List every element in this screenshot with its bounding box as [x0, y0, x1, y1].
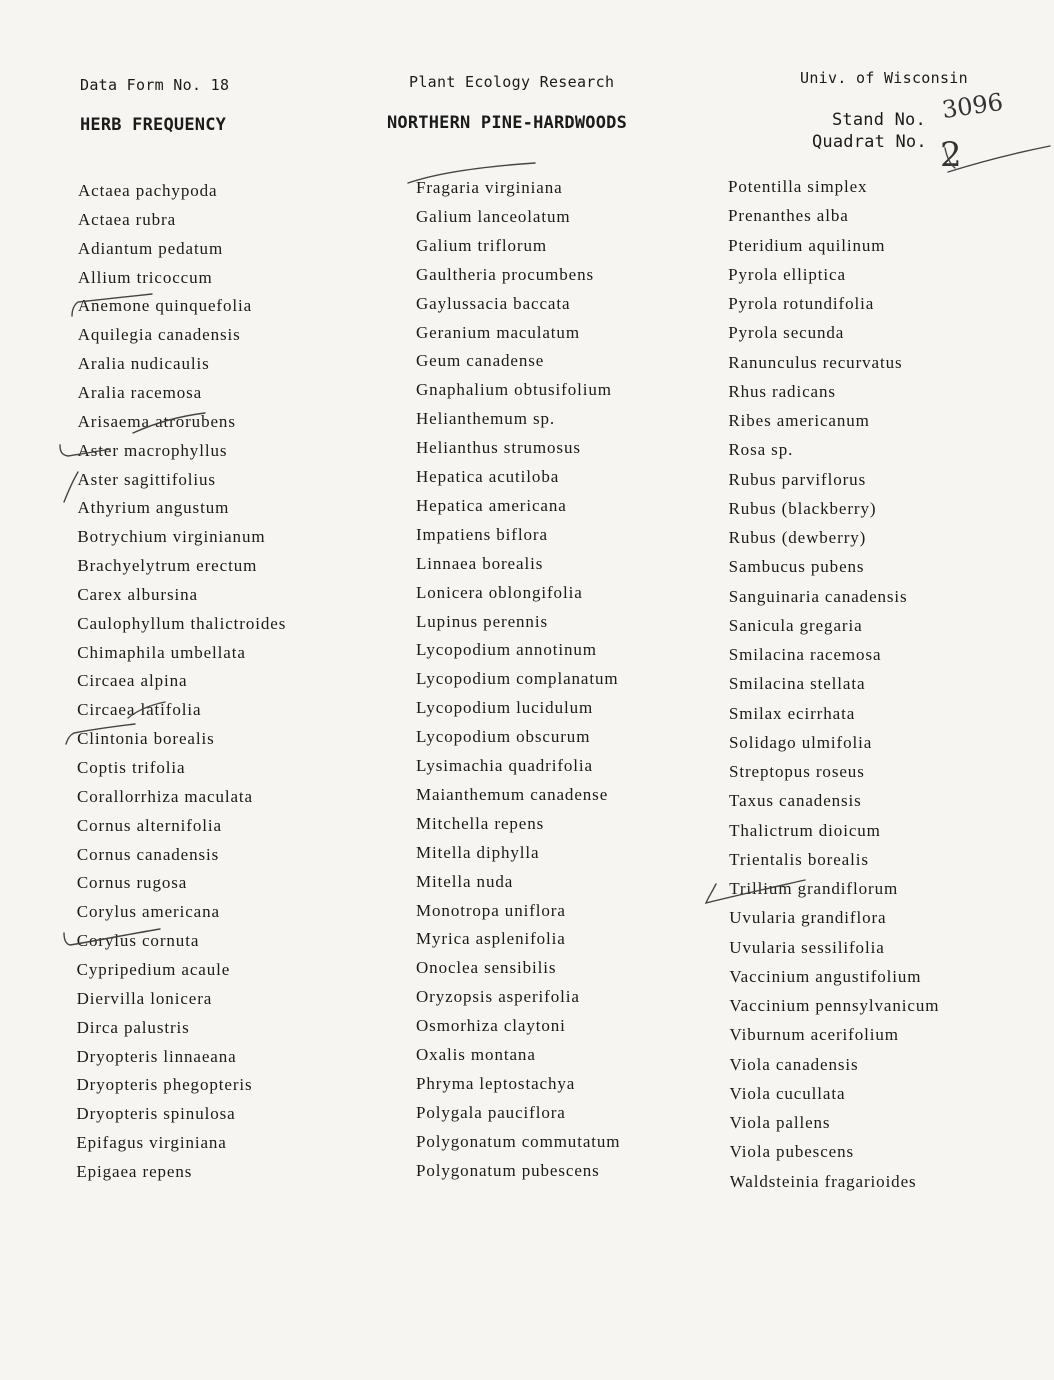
species-item: Rhus radicans: [728, 381, 836, 401]
species-item: Lonicera oblongifolia: [416, 582, 583, 602]
species-item: Uvularia grandiflora: [729, 908, 887, 928]
species-item: Mitella nuda: [416, 871, 514, 891]
species-item: Sambucus pubens: [728, 557, 865, 577]
species-item: Viola pallens: [729, 1113, 831, 1132]
species-item: Impatiens biflora: [416, 524, 548, 544]
species-item: Viola pubescens: [729, 1142, 855, 1162]
species-item: Viola cucullata: [729, 1083, 846, 1103]
species-item: Lysimachia quadrifolia: [416, 756, 594, 775]
species-item: Aster sagittifolius: [77, 469, 216, 489]
species-item: Gnaphalium obtusifolium: [416, 380, 612, 400]
species-item: Epigaea repens: [76, 1161, 193, 1181]
species-item: Monotropa uniflora: [416, 900, 566, 920]
species-item: Viburnum acerifolium: [729, 1025, 899, 1045]
species-item: Chimaphila umbellata: [77, 642, 246, 662]
species-item: Rosa sp.: [728, 440, 794, 460]
species-item: Vaccinium pennsylvanicum: [729, 996, 940, 1015]
species-item: Taxus canadensis: [729, 791, 862, 811]
species-item: Galium triflorum: [416, 235, 548, 255]
species-item: Thalictrum dioicum: [729, 820, 881, 840]
species-item: Waldsteinia fragarioides: [729, 1171, 917, 1191]
species-item: Actaea rubra: [77, 209, 177, 229]
species-item: Polygala pauciflora: [416, 1102, 566, 1122]
quadrat-underline: [948, 146, 1050, 172]
species-item: Aquilegia canadensis: [77, 325, 241, 345]
species-item: Geum canadense: [416, 351, 545, 371]
species-item: Viola canadensis: [729, 1054, 859, 1074]
species-item: Smilacina stellata: [728, 674, 866, 694]
quadrat-number-handwritten: 2: [940, 135, 962, 175]
species-item: Gaultheria procumbens: [416, 264, 594, 284]
species-item: Hepatica acutiloba: [416, 467, 560, 486]
species-item: Potentilla simplex: [728, 177, 868, 196]
species-item: Aralia racemosa: [77, 382, 203, 402]
species-item: Dryopteris linnaeana: [76, 1046, 237, 1066]
species-item: Osmorhiza claytoni: [416, 1016, 566, 1036]
species-item: Helianthus strumosus: [416, 438, 581, 458]
species-item: Athyrium angustum: [77, 498, 230, 518]
species-item: Circaea latifolia: [77, 700, 202, 720]
species-item: Myrica asplenifolia: [416, 929, 566, 949]
species-item: Solidago ulmifolia: [728, 732, 873, 752]
species-item: Dirca palustris: [76, 1017, 190, 1037]
species-item: Helianthemum sp.: [416, 409, 556, 429]
species-item: Mitella diphylla: [416, 842, 540, 862]
species-item: Fragaria virginiana: [416, 178, 563, 197]
species-item: Polygonatum commutatum: [416, 1131, 621, 1151]
species-item: Rubus parviflorus: [728, 469, 867, 489]
species-item: Cypripedium acaule: [76, 959, 231, 979]
species-item: Mitchella repens: [416, 813, 545, 833]
stand-number-label: Stand No.: [832, 110, 926, 130]
species-item: Anemone quinquefolia: [77, 296, 253, 316]
species-item: Onoclea sensibilis: [416, 958, 557, 978]
species-item: Galium lanceolatum: [416, 206, 571, 226]
species-item: Trillium grandiflorum: [729, 879, 899, 898]
community-title: NORTHERN PINE-HARDWOODS: [387, 113, 628, 133]
species-item: Polygonatum pubescens: [416, 1160, 600, 1180]
species-item: Ribes americanum: [728, 411, 870, 430]
species-item: Pteridium aquilinum: [728, 235, 886, 255]
species-item: Rubus (dewberry): [728, 528, 867, 547]
species-item: Brachyelytrum erectum: [77, 556, 258, 576]
species-item: Trientalis borealis: [729, 849, 869, 869]
species-item: Actaea pachypoda: [78, 181, 218, 200]
quadrat-number-label: Quadrat No.: [812, 132, 927, 152]
species-item: Oryzopsis asperifolia: [416, 987, 580, 1007]
species-item: Uvularia sessilifolia: [729, 937, 885, 957]
species-item: Arisaema atrorubens: [77, 411, 236, 431]
species-item: Cornus rugosa: [76, 873, 188, 893]
species-item: Streptopus roseus: [729, 762, 865, 781]
species-item: Geranium maculatum: [416, 322, 580, 342]
species-item: Coptis trifolia: [77, 758, 186, 777]
form-number: Data Form No. 18: [80, 76, 230, 94]
species-item: Smilacina racemosa: [728, 645, 882, 664]
species-item: Linnaea borealis: [416, 553, 544, 573]
species-item: Carex albursina: [77, 584, 198, 604]
species-item: Phryma leptostachya: [416, 1073, 576, 1093]
species-item: Vaccinium angustifolium: [729, 966, 922, 986]
species-item: Dryopteris spinulosa: [76, 1104, 236, 1124]
species-item: Sanguinaria canadensis: [728, 586, 908, 606]
species-item: Epifagus virginiana: [76, 1133, 227, 1153]
species-item: Corylus americana: [76, 902, 220, 922]
species-item: Aster macrophyllus: [77, 440, 228, 460]
species-item: Lycopodium lucidulum: [416, 698, 594, 718]
species-item: Hepatica americana: [416, 495, 567, 515]
species-item: Lycopodium complanatum: [416, 669, 619, 689]
species-item: Lycopodium annotinum: [416, 640, 597, 660]
species-item: Aralia nudicaulis: [77, 354, 210, 374]
species-item: Oxalis montana: [416, 1045, 536, 1064]
species-item: Rubus (blackberry): [728, 498, 877, 518]
species-item: Prenanthes alba: [728, 206, 849, 226]
species-item: Maianthemum canadense: [416, 784, 609, 804]
stand-number-handwritten: 3096: [940, 87, 1005, 125]
species-item: Lycopodium obscurum: [416, 727, 591, 747]
species-item: Pyrola elliptica: [728, 264, 846, 284]
project-name: Plant Ecology Research: [409, 73, 615, 91]
species-item: Smilax ecirrhata: [728, 703, 856, 723]
species-item: Allium tricoccum: [77, 267, 213, 287]
species-item: Pyrola rotundifolia: [728, 294, 875, 313]
species-item: Adiantum pedatum: [77, 238, 224, 258]
species-item: Botrychium virginianum: [77, 527, 266, 547]
species-item: Pyrola secunda: [728, 323, 845, 343]
institution-name: Univ. of Wisconsin: [800, 69, 968, 87]
species-item: Cornus alternifolia: [76, 815, 222, 835]
species-item: Cornus canadensis: [76, 844, 220, 864]
species-item: Sanicula gregaria: [728, 615, 863, 635]
species-item: Corallorrhiza maculata: [76, 786, 253, 806]
tick-mark-aster-sagittifolius: [64, 472, 78, 502]
species-item: Caulophyllum thalictroides: [77, 613, 287, 633]
species-item: Lupinus perennis: [416, 611, 548, 631]
form-title: HERB FREQUENCY: [80, 115, 227, 135]
species-item: Gaylussacia baccata: [416, 293, 571, 313]
species-item: Ranunculus recurvatus: [728, 352, 903, 372]
species-item: Circaea alpina: [77, 671, 188, 691]
species-item: Clintonia borealis: [77, 729, 215, 749]
species-item: Dryopteris phegopteris: [76, 1075, 253, 1095]
species-item: Diervilla lonicera: [76, 988, 213, 1008]
species-item: Corylus cornuta: [76, 931, 200, 951]
